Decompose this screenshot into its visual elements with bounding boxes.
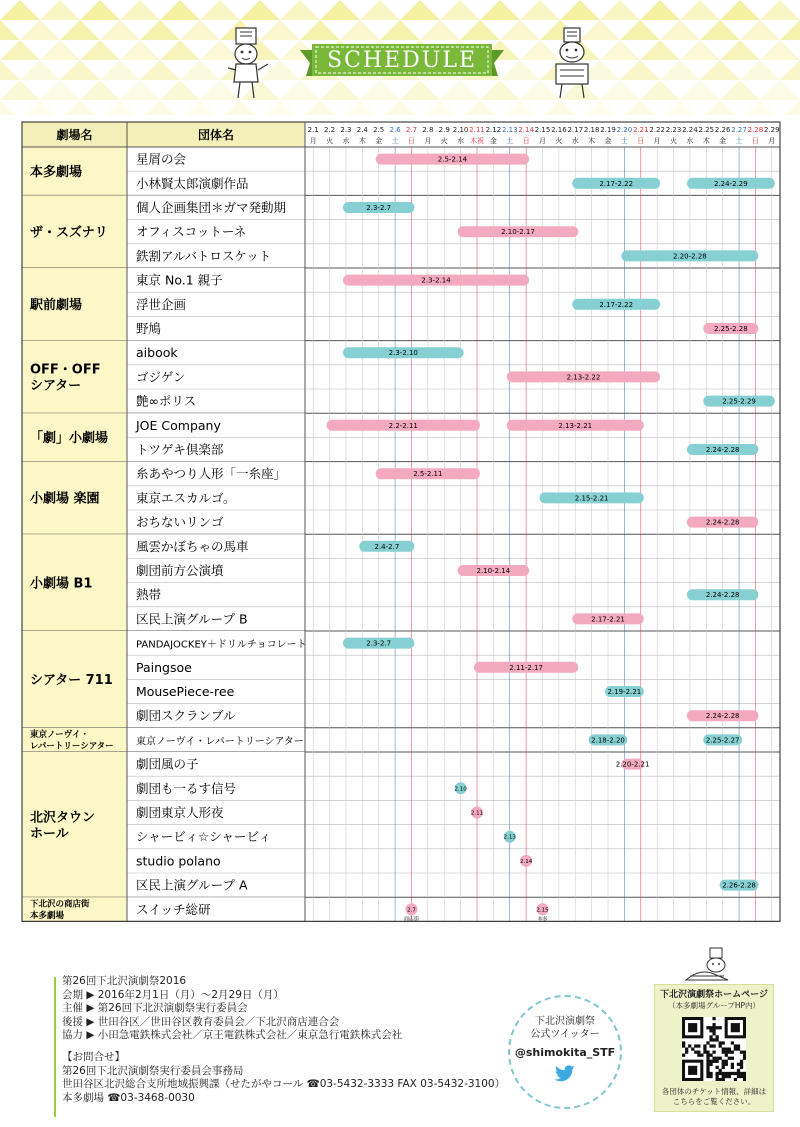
footer-line: 【お問合せ】 (62, 1050, 125, 1063)
day-date-label: 2.13 (501, 126, 518, 134)
schedule-bar-label: 2.14 (519, 858, 533, 865)
qr-module (743, 1057, 746, 1060)
schedule-bar-label: 2.15-2.21 (574, 494, 609, 503)
schedule-bar-label: 2.17-2.22 (599, 300, 634, 309)
qr-module (691, 1047, 694, 1050)
theater-name: 東京ノーヴイ・ (30, 730, 89, 741)
qr-module (722, 1063, 725, 1066)
schedule-bar-label: 2.25-2.27 (705, 736, 740, 745)
qr-module (688, 1044, 691, 1047)
qr-module (716, 1060, 719, 1063)
qr-module (740, 1060, 743, 1063)
qr-module (706, 1063, 709, 1066)
qr-module (712, 1038, 715, 1041)
qr-module (685, 1047, 688, 1050)
qr-module (706, 1069, 709, 1072)
qr-module (734, 1072, 737, 1075)
group-name: ゴジゲン (136, 369, 186, 385)
qr-module (716, 1075, 719, 1078)
schedule-bar-label: 2.25-2.28 (714, 325, 748, 333)
qr-module (706, 1054, 709, 1057)
footer-line: 後援 ▶ 世田谷区／世田谷区教育委員会／下北沢商店連合会 (62, 1015, 340, 1028)
qr-module (703, 1044, 706, 1047)
schedule-bar-label: 2.24-2.28 (705, 518, 740, 527)
homepage-note (655, 1087, 773, 1107)
day-weekday-label: 金 (719, 137, 727, 145)
group-name: 艶∞ポリス (136, 393, 197, 409)
qr-module (731, 1066, 734, 1069)
group-name: 東京ノーヴイ・レパートリーシアター (136, 736, 304, 748)
qr-module (719, 1044, 722, 1047)
day-weekday-label: 土 (391, 137, 399, 145)
day-date-label: 2.25 (698, 126, 715, 134)
qr-module (712, 1060, 715, 1063)
qr-code-icon[interactable] (682, 1017, 746, 1081)
footer-accent-line (54, 977, 56, 1117)
day-date-label: 2.24 (682, 126, 698, 134)
qr-module (712, 1051, 715, 1054)
qr-module (706, 1072, 709, 1075)
qr-module (728, 1072, 731, 1075)
qr-module (709, 1035, 712, 1038)
qr-module (709, 1072, 712, 1075)
theater-name: 駅前劇場 (30, 297, 83, 313)
schedule-bar-label: 2.5-2.14 (437, 155, 468, 164)
day-weekday-label: 火 (670, 137, 678, 145)
group-name: 浮世企画 (136, 296, 187, 312)
festival-info (62, 975, 506, 1105)
group-name: オフィスコットーネ (136, 224, 247, 240)
day-weekday-label: 火 (440, 137, 448, 145)
qr-module (737, 1047, 740, 1050)
qr-module (737, 1044, 740, 1047)
footer-line: 第26回下北沢演劇祭実行委員会事務局 (62, 1064, 244, 1077)
day-weekday-label: 日 (637, 137, 645, 145)
day-date-label: 2.2 (323, 126, 336, 134)
group-name: 熱帯 (136, 587, 162, 603)
group-name: 劇団風の子 (136, 756, 199, 772)
day-weekday-label: 土 (506, 137, 514, 145)
group-name: 風雲かぼちゃの馬車 (136, 538, 249, 554)
day-weekday-label: 月 (653, 137, 661, 145)
schedule-bar-label: 2.3-2.14 (421, 276, 451, 285)
day-weekday-label: 木 (588, 137, 596, 145)
qr-module (743, 1075, 746, 1078)
qr-module (743, 1054, 746, 1057)
theater-name: 下北沢の商店街 (30, 899, 90, 910)
qr-module (685, 1051, 688, 1054)
group-name: 東京エスカルゴ。 (136, 490, 236, 506)
qr-module (706, 1066, 709, 1069)
day-date-label: 2.27 (731, 126, 747, 134)
qr-module (725, 1047, 728, 1050)
qr-module (725, 1075, 728, 1078)
schedule-bar-label: 2.10-2.14 (476, 567, 511, 575)
day-weekday-label: 月 (309, 137, 317, 145)
qr-module (706, 1057, 709, 1060)
schedule-bar-label: 2.13 (503, 834, 516, 841)
qr-module (737, 1075, 740, 1078)
group-name: シャービィ☆シャービィ (136, 829, 272, 845)
schedule-bar-label: 2.25-2.29 (722, 397, 756, 406)
day-date-label: 2.12 (485, 126, 502, 134)
qr-module (731, 1063, 734, 1066)
schedule-bar-label: 2.24-2.28 (705, 712, 740, 721)
qr-module (722, 1060, 725, 1063)
day-weekday-label: 日 (751, 137, 759, 145)
group-name: 東京 No.1 親子 (136, 272, 223, 288)
qr-module (706, 1041, 709, 1044)
footer-line: 会期 ▶ 2016年2月1日（月）〜2月29日（月） (62, 988, 284, 1001)
schedule-bar-label: 2.24-2.28 (705, 446, 740, 454)
qr-module (709, 1044, 712, 1047)
qr-module (722, 1051, 725, 1054)
qr-module (725, 1072, 728, 1075)
schedule-bar-label: 2.13-2.22 (566, 373, 601, 382)
qr-module (722, 1078, 725, 1081)
qr-module (725, 1060, 728, 1063)
group-name: おちないリンゴ (136, 514, 224, 530)
qr-module (694, 1051, 697, 1054)
qr-module (709, 1029, 712, 1032)
qr-module (706, 1075, 709, 1078)
schedule-bar-label: 2.19-2.21 (607, 688, 642, 696)
day-date-label: 2.8 (422, 126, 434, 134)
qr-module (700, 1054, 703, 1057)
qr-module (682, 1041, 685, 1044)
theater-name: 本多劇場 (30, 164, 83, 180)
day-date-label: 2.17 (567, 126, 584, 134)
theater-name: シアター 711 (30, 673, 113, 689)
homepage-note-line2: こちらをご覧ください。 (672, 1097, 756, 1106)
day-date-label: 2.28 (747, 126, 764, 134)
twitter-badge[interactable] (508, 995, 622, 1109)
group-name: 鉄割アルバトロスケット (136, 248, 272, 264)
day-weekday-label: 金 (604, 137, 612, 145)
day-weekday-label: 水 (571, 137, 579, 145)
homepage-note-line1: 各団体のチケット情報、詳細は (661, 1087, 767, 1096)
qr-module (722, 1072, 725, 1075)
schedule-bar-label: 2.3-2.7 (366, 204, 392, 212)
day-date-label: 2.29 (764, 126, 780, 134)
qr-module (722, 1047, 725, 1050)
qr-module (716, 1038, 719, 1041)
qr-module (709, 1026, 712, 1029)
schedule-bar-label: 2.7 (407, 907, 416, 914)
schedule-bar-label: 2.10-2.17 (501, 228, 535, 237)
qr-module (731, 1041, 734, 1044)
qr-module (712, 1032, 715, 1035)
group-name: 区民上演グループ B (136, 611, 248, 627)
day-weekday-label: 水 (342, 137, 350, 145)
qr-module (725, 1054, 728, 1057)
group-name: 野鳩 (136, 321, 162, 336)
schedule-bar-sublabel: 商店街 (403, 916, 419, 923)
group-column-header: 団体名 (197, 128, 235, 142)
theater-name: ザ・スズナリ (30, 225, 108, 241)
group-name: 区民上演グループ A (136, 877, 248, 893)
qr-module (719, 1072, 722, 1075)
group-name: PANDAJOCKEY＋ドリルチョコレート (136, 639, 307, 651)
qr-module (731, 1057, 734, 1060)
qr-module (712, 1044, 715, 1047)
group-name: Paingsoe (136, 659, 192, 675)
qr-module (728, 1051, 731, 1054)
qr-module (706, 1060, 709, 1063)
schedule-bar-label: 2.26-2.28 (722, 881, 756, 890)
footer-line: 協力 ▶ 小田急電鉄株式会社／京王電鉄株式会社／東京急行電鉄株式会社 (62, 1029, 403, 1042)
day-date-label: 2.11 (469, 126, 485, 134)
qr-module (682, 1054, 685, 1057)
qr-module (743, 1051, 746, 1054)
schedule-bar-label: 2.20-2.21 (615, 760, 650, 769)
group-name: JOE Company (136, 417, 221, 433)
footer-line: 第26回下北沢演劇祭2016 (62, 975, 187, 987)
qr-module (697, 1044, 700, 1047)
day-weekday-label: 月 (539, 137, 546, 145)
qr-module (703, 1051, 706, 1054)
qr-module (719, 1026, 722, 1029)
theater-name: 本多劇場 (30, 911, 65, 922)
theater-name: レパートリーシアター (30, 741, 114, 752)
day-weekday-label: 火 (555, 137, 563, 145)
qr-module (712, 1023, 715, 1026)
theater-name: ホール (30, 826, 69, 842)
group-name: 小林賢太郎演劇作品 (136, 175, 249, 191)
twitter-handle[interactable]: @shimokita_STF (514, 1046, 616, 1059)
day-date-label: 2.3 (340, 126, 352, 134)
qr-module (697, 1051, 700, 1054)
day-weekday-label: 月 (768, 137, 776, 145)
day-date-label: 2.6 (389, 126, 401, 134)
day-date-label: 2.16 (551, 126, 567, 134)
qr-module (716, 1035, 719, 1038)
theater-name: 北沢タウン (30, 810, 96, 826)
theater-name: 小劇場 B1 (30, 576, 93, 592)
qr-module (716, 1057, 719, 1060)
group-name: 劇団東京人形夜 (136, 805, 224, 820)
qr-module (734, 1044, 737, 1047)
qr-module (712, 1017, 715, 1020)
day-date-label: 2.5 (373, 126, 385, 134)
schedule-bar-label: 2.18-2.20 (591, 736, 625, 745)
twitter-line2: 公式ツイッター (530, 1029, 600, 1040)
qr-module (719, 1078, 722, 1081)
qr-module (719, 1057, 722, 1060)
qr-module (694, 1044, 697, 1047)
twitter-line1: 下北沢演劇祭 (535, 1016, 595, 1027)
schedule-bar-label: 2.4-2.7 (374, 542, 400, 551)
qr-finder (688, 1066, 697, 1075)
qr-module (728, 1047, 731, 1050)
day-weekday-label: 火 (326, 137, 334, 145)
schedule-bar-label: 2.24-2.29 (714, 179, 748, 188)
qr-module (737, 1063, 740, 1066)
qr-module (709, 1054, 712, 1057)
qr-module (740, 1063, 743, 1066)
homepage-subtitle: （本多劇場グループHP内） (667, 1001, 761, 1010)
qr-module (743, 1072, 746, 1075)
day-date-label: 2.26 (714, 126, 731, 134)
schedule-bar-label: 2.11-2.17 (509, 663, 543, 672)
qr-module (706, 1051, 709, 1054)
schedule-bar-label: 2.11 (470, 810, 484, 817)
schedule-bar-label: 2.5-2.11 (413, 470, 443, 479)
schedule-bar-label: 2.15 (536, 907, 549, 914)
qr-module (734, 1047, 737, 1050)
group-name: 劇団前方公演墳 (136, 563, 224, 578)
schedule-bar-label: 2.3-2.7 (366, 639, 392, 648)
twitter-bird-icon (554, 1065, 576, 1083)
day-weekday-label: 土 (620, 137, 628, 145)
theater-name: シアター (30, 378, 82, 394)
qr-module (697, 1054, 700, 1057)
group-name: 劇団も一るす信号 (136, 780, 237, 796)
qr-module (728, 1057, 731, 1060)
qr-module (740, 1075, 743, 1078)
day-date-label: 2.10 (452, 126, 469, 134)
day-weekday-label: 木祝 (469, 137, 484, 145)
day-date-label: 2.23 (665, 126, 682, 134)
qr-module (731, 1051, 734, 1054)
qr-module (740, 1066, 743, 1069)
group-name: studio polano (136, 853, 221, 869)
qr-module (722, 1066, 725, 1069)
day-weekday-label: 木 (702, 137, 710, 145)
qr-module (712, 1057, 715, 1060)
qr-module (731, 1072, 734, 1075)
day-date-label: 2.1 (307, 126, 319, 134)
qr-module (703, 1047, 706, 1050)
qr-module (737, 1069, 740, 1072)
qr-finder (688, 1023, 697, 1032)
day-date-label: 2.20 (616, 126, 633, 134)
day-date-label: 2.19 (600, 126, 616, 134)
schedule-bar-label: 2.10 (454, 786, 467, 793)
qr-module (716, 1078, 719, 1081)
group-name: トツゲキ倶楽部 (136, 442, 224, 457)
day-date-label: 2.15 (534, 126, 551, 134)
group-name: スイッチ総研 (136, 901, 211, 917)
qr-module (716, 1026, 719, 1029)
day-weekday-label: 日 (522, 137, 530, 145)
day-weekday-label: 水 (457, 137, 465, 145)
schedule-bar-label: 2.17-2.22 (599, 179, 634, 188)
schedule-bar-label: 2.17-2.21 (591, 615, 625, 624)
qr-module (682, 1044, 685, 1047)
qr-module (709, 1075, 712, 1078)
schedule-bar-label: 2.2-2.11 (388, 421, 418, 430)
qr-module (712, 1029, 715, 1032)
qr-module (725, 1051, 728, 1054)
day-date-label: 2.7 (405, 126, 418, 134)
theater-column-header: 劇場名 (56, 128, 93, 142)
footer-line: 本多劇場 ☎03-3468-0030 (62, 1091, 195, 1104)
qr-finder (731, 1023, 740, 1032)
day-weekday-label: 金 (489, 137, 497, 145)
schedule-title: SCHEDULE (327, 48, 477, 73)
qr-module (740, 1051, 743, 1054)
qr-module (712, 1026, 715, 1029)
qr-module (716, 1072, 719, 1075)
day-weekday-label: 土 (735, 137, 743, 145)
day-weekday-label: 水 (686, 137, 694, 145)
day-date-label: 2.14 (518, 126, 534, 134)
day-date-label: 2.18 (583, 126, 600, 134)
group-name: 個人企画集団＊ガマ発動期 (136, 200, 287, 215)
day-date-label: 2.4 (356, 126, 368, 134)
day-date-label: 2.22 (649, 126, 665, 134)
qr-module (709, 1063, 712, 1066)
qr-module (719, 1069, 722, 1072)
day-weekday-label: 金 (375, 137, 383, 145)
day-weekday-label: 日 (407, 137, 415, 145)
homepage-box[interactable] (654, 984, 774, 1112)
chef-illustration-small (680, 946, 736, 982)
qr-module (737, 1072, 740, 1075)
footer-line (62, 1043, 502, 1051)
schedule-bar-sublabel: 本多 (537, 916, 548, 923)
qr-module (740, 1072, 743, 1075)
day-date-label: 2.21 (632, 126, 649, 134)
theater-name: OFF・OFF (30, 362, 101, 378)
schedule-bar-label: 2.13-2.21 (558, 421, 593, 430)
group-name: 糸あやつり人形「一糸座」 (136, 466, 287, 482)
qr-module (706, 1026, 709, 1029)
day-date-label: 2.9 (438, 126, 450, 134)
qr-module (728, 1075, 731, 1078)
qr-module (734, 1078, 737, 1081)
group-name: aibook (136, 345, 178, 361)
schedule-bar-label: 2.24-2.28 (705, 591, 740, 600)
qr-module (725, 1063, 728, 1066)
day-weekday-label: 月 (424, 137, 432, 145)
footer-line: 主催 ▶ 第26回下北沢演劇祭実行委員会 (62, 1002, 248, 1015)
theater-name: 小劇場 楽園 (30, 491, 100, 507)
theater-name: 「劇」小劇場 (30, 431, 109, 447)
qr-module (722, 1041, 725, 1044)
qr-module (719, 1041, 722, 1044)
day-weekday-label: 木 (358, 137, 366, 145)
qr-module (716, 1066, 719, 1069)
homepage-title: 下北沢演劇祭ホームページ (660, 990, 768, 1000)
qr-module (709, 1060, 712, 1063)
schedule-bar-label: 2.3-2.10 (388, 349, 418, 358)
footer-line: 世田谷区北沢総合支所地域振興課（せたがやコール ☎03-5432-3333 FAX 03-5432-3100） (62, 1078, 506, 1091)
qr-module (743, 1078, 746, 1081)
qr-module (709, 1038, 712, 1041)
qr-module (722, 1075, 725, 1078)
group-name: 星屑の会 (136, 151, 187, 167)
schedule-bar-label: 2.20-2.28 (673, 252, 707, 261)
group-name: 劇団スクランブル (136, 708, 236, 724)
group-name: MousePiece-ree (136, 684, 235, 699)
